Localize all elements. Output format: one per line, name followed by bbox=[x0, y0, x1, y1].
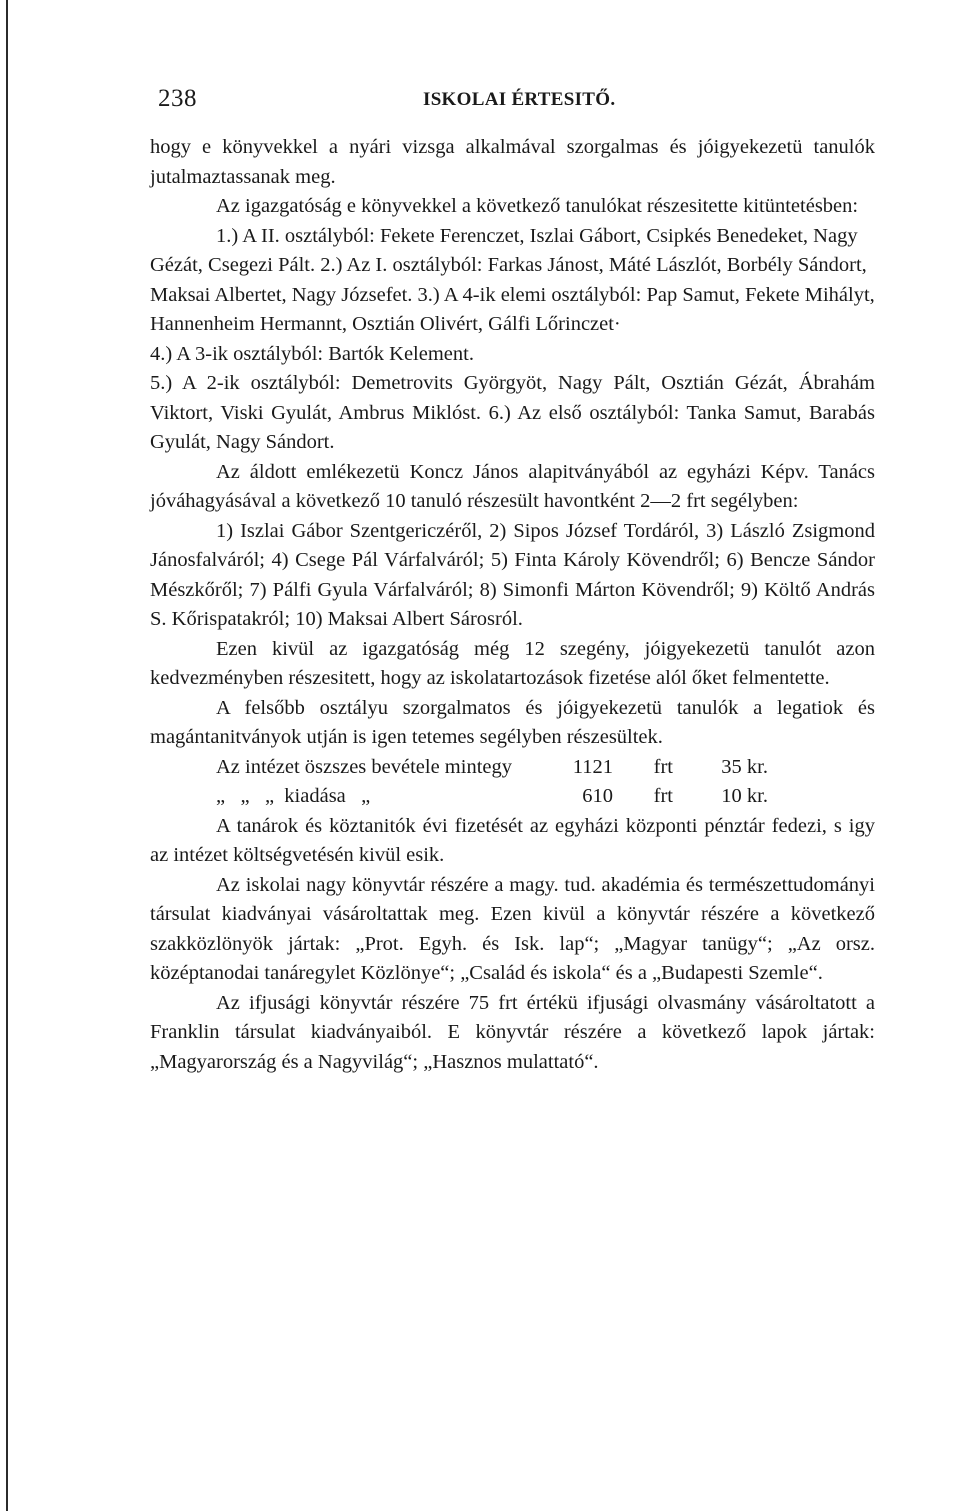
account-unit: frt bbox=[653, 755, 673, 778]
paragraph: Ezen kivül az igazgatóság még 12 szegény, jóigyekezetü tanulót azon kedvezményben részesitett, hogy az iskolatartozások fizetése alól őket felmentette. bbox=[150, 637, 875, 689]
paragraph: A felsőbb osztályu szorgalmatos és jóigyekezetü tanulók a legatiok és magántanitványok utján is igen tetemes segélyben részesültek. bbox=[150, 696, 875, 748]
page-number: 238 bbox=[158, 85, 197, 112]
paragraph: 1) Iszlai Gábor Szentgericzéről, 2) Sipos József Tordáról, 3) László Zsigmond Jánosfalváról; 4) Csege Pál Várfalváról; 5) Finta Károly Kövendről; 6) Bencze Sándor Mészkőről; 7) Pálfi Gyula Várfalváról; 8) Simonfi Márton Kövendről; 9) Költő András S. Kőrispatakról; 10) Maksai Albert Sárosról. bbox=[150, 519, 875, 630]
paragraph: 4.) A 3-ik osztályból: Bartók Kelement. bbox=[150, 342, 474, 365]
account-amount: 1121 bbox=[572, 755, 613, 778]
paragraph: Az iskolai nagy könyvtár részére a magy. tud. akadémia és természettudományi társulat kiadványai vásároltattak meg. Ezen kivül a könyvtár részére a következő szakközlönyök jártak: „Prot. Egyh. és Isk. lap“; „Magyar tanügy“; „Az orsz. középtanodai tanáregylet Közlönye“; „Család és iskola“ és a „Budapesti Szemle“. bbox=[150, 873, 875, 984]
paragraph: hogy e könyvekkel a nyári vizsga alkalmával szorgalmas és jóigyekezetü tanulók jutalmaztassanak meg. bbox=[150, 136, 875, 188]
paragraph: 5.) A 2-ik osztályból: Demetrovits Györgyöt, Nagy Pált, Osztián Gézát, Ábrahám Viktort, Viski Gyulát, Ambrus Miklóst. 6.) Az első osztályból: Tanka Samut, Barabás Gyulát, Nagy Sándort. bbox=[150, 372, 875, 453]
page-header bbox=[158, 85, 878, 115]
body-text bbox=[150, 133, 875, 1077]
paragraph: 1.) A II. osztályból: Fekete Ferenczet, Iszlai Gábort, Csipkés Benedeket, Nagy Gézát, Csegezi Pált. 2.) Az I. osztályból: Farkas Jánost, Máté Lászlót, Borbély Sándort, Maksai Albertet, Nagy Józsefet. 3.) A 4-ik elemi osztályból: Pap Samut, Fekete Mihályt, Hannenheim Hermannt, Osztián Olivért, Gálfi Lőrinczet· bbox=[150, 224, 875, 335]
page-edge-line bbox=[6, 0, 8, 1511]
paragraph: A tanárok és köztanitók évi fizetését az egyházi központi pénztár fedezi, s igy az intézet költségvetésén kivül esik. bbox=[150, 814, 875, 866]
account-label: „ „ „ kiadása „ bbox=[216, 785, 371, 807]
account-row-income bbox=[216, 753, 806, 783]
account-label: Az intézet öszszes bevétele mintegy bbox=[216, 755, 512, 778]
paragraph: Az ifjusági könyvtár részére 75 frt értékü ifjusági olvasmány vásároltatott a Franklin társulat kiadványaiból. E könyvtár részére a következő lapok jártak: „Magyarország és a Nagyvilág“; „Hasznos mulattató“. bbox=[150, 991, 875, 1073]
paragraph: Az igazgatóság e könyvekkel a következő tanulókat részesitette kitüntetésben: bbox=[216, 195, 859, 217]
running-title: ISKOLAI ÉRTESITŐ. bbox=[423, 89, 616, 110]
paragraph: Az áldott emlékezetü Koncz János alapitványából az egyházi Képv. Tanács jóváhagyásával a következő 10 tanuló részesült havontként 2—2 frt segélyben: bbox=[150, 460, 875, 512]
account-sub: 35 kr. bbox=[721, 755, 768, 778]
account-amount: 610 bbox=[582, 785, 613, 807]
account-row-expense bbox=[216, 782, 806, 812]
account-sub: 10 kr. bbox=[721, 785, 768, 807]
account-unit: frt bbox=[653, 785, 673, 807]
